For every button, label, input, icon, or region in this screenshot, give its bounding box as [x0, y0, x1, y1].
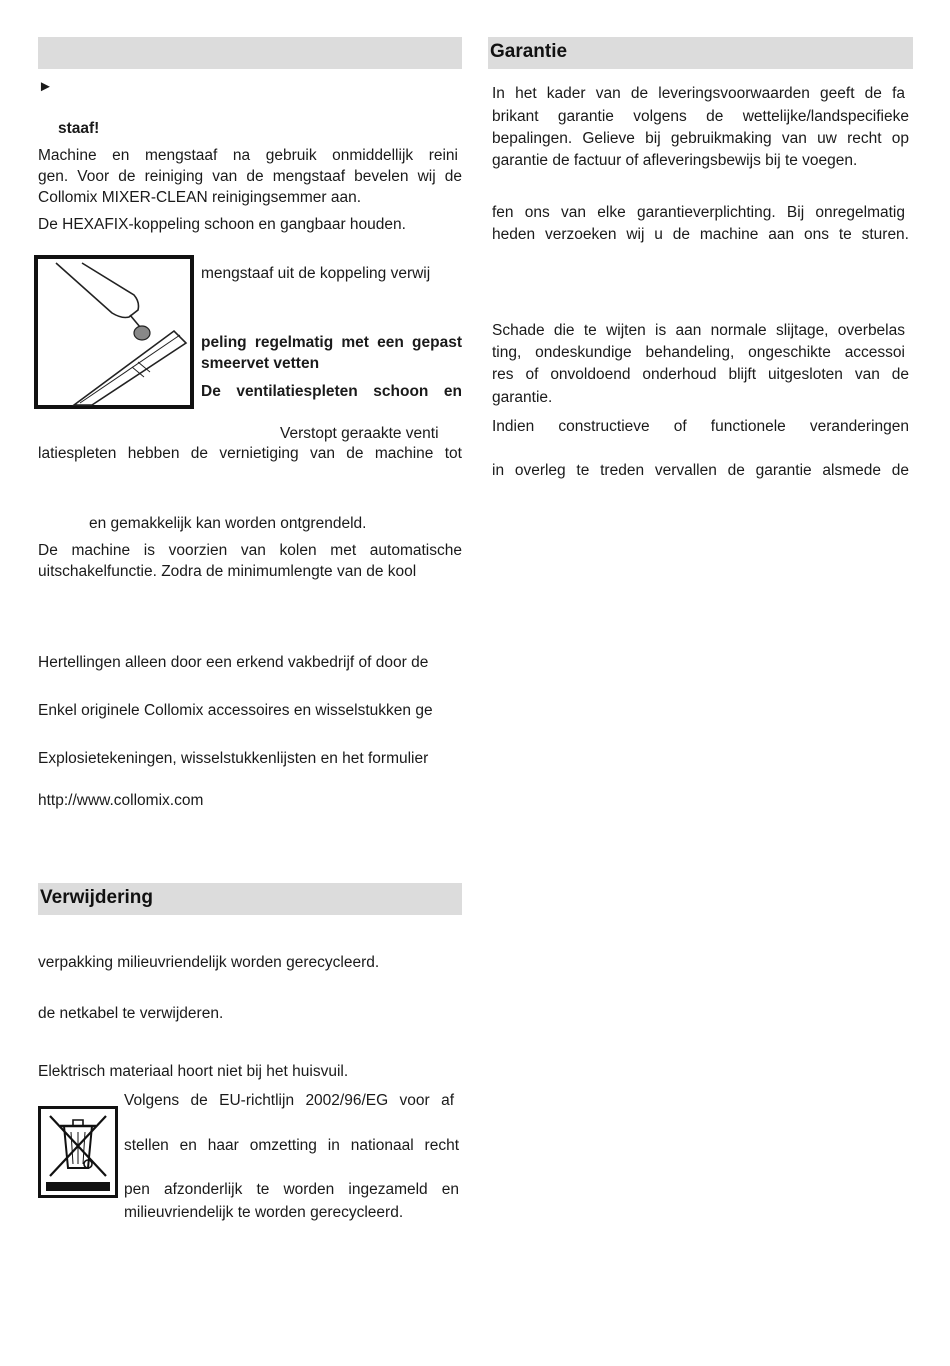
garantie-p3-line-3: res of onvoldoend onderhoud blijft uitgesloten van de	[492, 366, 909, 383]
section-header-garantie	[488, 37, 913, 69]
clean-line-1: Machine en mengstaaf na gebruik onmiddellijk reini	[38, 147, 458, 164]
weee-bin-icon	[38, 1106, 118, 1198]
fig-bold-3: De ventilatiespleten schoon en	[201, 383, 462, 400]
section-header-bar-empty	[38, 37, 462, 69]
garantie-p5-line-1: in overleg te treden vervallen de garantie alsmede de	[492, 462, 909, 479]
arrow-bullet: ►	[38, 78, 53, 95]
fig-bold-2: smeervet vetten	[201, 355, 320, 372]
garantie-p2-line-2: heden verzoeken wij u de machine aan ons te sturen.	[492, 226, 909, 243]
verpakking-text: verpakking milieuvriendelijk worden gerecycleerd.	[38, 954, 380, 971]
garantie-p1-line-1: In het kader van de leveringsvoorwaarden geeft de fa	[492, 85, 905, 102]
fig-text-1: mengstaaf uit de koppeling verwij	[201, 265, 431, 282]
eu-line-2: stellen en haar omzetting in nationaal recht	[124, 1137, 459, 1154]
garantie-p2-line-1: fen ons van elke garantieverplichting. Bij onregelmatig	[492, 204, 905, 221]
ontgrendeld-text: en gemakkelijk kan worden ontgrendeld.	[89, 515, 367, 532]
enkel-text: Enkel originele Collomix accessoires en wisselstukken ge	[38, 702, 433, 719]
garantie-p3-line-1: Schade die te wijten is aan normale slijtage, overbelas	[492, 322, 905, 339]
garantie-p1-line-3: bepalingen. Gelieve bij gebruikmaking van uw recht op	[492, 130, 909, 147]
vent-line-2: latiespleten hebben de vernietiging van de machine tot	[38, 445, 462, 462]
garantie-p1-line-4: garantie de factuur of afleveringsbewijs bij te voegen.	[492, 152, 858, 169]
fig-bold-1: peling regelmatig met een gepast	[201, 334, 462, 351]
clean-line-2: gen. Voor de reiniging van de mengstaaf bevelen wij de	[38, 168, 462, 185]
explosie-text: Explosietekeningen, wisselstukkenlijsten en het formulier	[38, 750, 429, 767]
elektrisch-text: Elektrisch materiaal hoort niet bij het huisvuil.	[38, 1063, 349, 1080]
kolen-line-2: uitschakelfunctie. Zodra de minimumlengte van de kool	[38, 563, 417, 580]
website-url: http://www.collomix.com	[38, 792, 204, 809]
warning-text: staaf!	[58, 120, 100, 137]
section-header-verwijdering	[38, 883, 462, 915]
netkabel-text: de netkabel te verwijderen.	[38, 1005, 224, 1022]
eu-line-3: pen afzonderlijk te worden ingezameld en	[124, 1181, 459, 1198]
garantie-p3-line-2: ting, ondeskundige behandeling, ongeschikte accessoi	[492, 344, 905, 361]
eu-line-4: milieuvriendelijk te worden gerecycleerd.	[124, 1204, 404, 1221]
garantie-p1-line-2: brikant garantie volgens de wettelijke/landspecifieke	[492, 108, 909, 125]
kolen-line-1: De machine is voorzien van kolen met automatische	[38, 542, 462, 559]
garantie-p4-line-1: Indien constructieve of functionele veranderingen	[492, 418, 909, 435]
garantie-p3-line-4: garantie.	[492, 389, 553, 406]
hexafix-text: De HEXAFIX-koppeling schoon en gangbaar houden.	[38, 216, 406, 233]
garantie-title: Garantie	[490, 41, 568, 62]
grease-illustration	[34, 255, 196, 410]
verwijdering-title: Verwijdering	[40, 887, 153, 908]
clean-line-3: Collomix MIXER-CLEAN reinigingsemmer aan.	[38, 189, 362, 206]
hertellingen-text: Hertellingen alleen door een erkend vakbedrijf of door de	[38, 654, 429, 671]
eu-line-1: Volgens de EU-richtlijn 2002/96/EG voor af	[124, 1092, 454, 1109]
vent-line-1: Verstopt geraakte venti	[280, 425, 439, 442]
